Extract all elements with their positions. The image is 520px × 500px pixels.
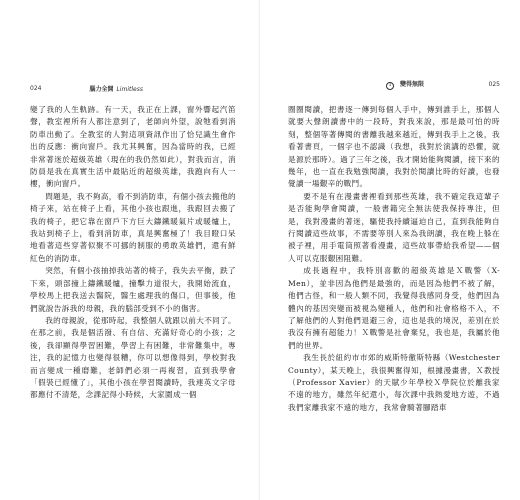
left-paragraph: 我的母親說，從那時起，我整個人就跟以前大不同了。在那之前，我是個活潑、有自信、充滿好奇心的小孩；之後，我卻顯得學習困難，學習上有困難，非常難集中，專注，我的記憶力也變得很糟，你可以想像得到，學校對我而言變成一種磨難，老師們必須一再複習，直到我學會「假裝已經懂了」，其他小孩在學習閱讀時，我連英文字母都應付不清楚，念課記得小時候，大家圍成一個 xyxy=(30,315,236,400)
left-body-text xyxy=(30,104,236,402)
right-paragraph: 要不是有在漫畫書裡看到那些英雄，我不確定我這輩子是否能夠學會閱讀，一般書籍完全無法使我保持專注，但是，我對漫畫的著迷，驅使我持續逼迫自己，直到我能夠自行閱讀這些故事，不需要等別人來為我朗讀，我在晚上躲在被子裡，用手電筒照著看漫畫，這些故事帶給我希望——個人可以克服艱困阻難。 xyxy=(288,191,500,263)
book-title-zh: 腦力全開 xyxy=(89,86,114,93)
left-paragraph: 問題是，我不夠高，看不到消防車，有個小孩去搬他的椅子來，站在椅子上看，其他小孩也跟進，我跟回去搬了我的椅子，把它靠在窗戶下方巨大鑄鐵暖氣片或暖爐上，我站到椅子上，看到消防車，真是興奮極了！我目瞪口呆地看著這些穿著似聚不可挪的制服的勇敢英雄們，還有鮮紅色的消防車。 xyxy=(30,191,236,263)
chapter-title: 變得無限 xyxy=(400,80,425,88)
left-running-header xyxy=(30,84,234,93)
chapter-number-badge: 1 xyxy=(386,82,394,90)
right-page-number: 025 xyxy=(488,80,500,88)
left-paragraph: 突然，有個小孩抽掉我站著的椅子，我失去平衡，跌了下來，頭部撞上鑄鐵暖爐，撞擊力道很大，我開始流血，學校馬上把我送去醫院，醫生處理我的傷口，但事後，他們就說告訴我的母親，我的腦部受到不小的傷害。 xyxy=(30,266,236,313)
right-page xyxy=(260,0,520,500)
left-paragraph: 變了我的人生軌跡。有一天，我正在上課，窗外響起汽笛聲，教室裡所有人都注意到了，老師向外望，說牠看到消防車出動了。全教室的人對這項資訊作出了恰兒識生會作出的反應：衝向窗戶。我尤其興奮，因為當時的我，已經非常著迷於超級英雄（現在的我仍然如此），對我而言，消防員是我在真實生活中最貼近的超級英雄，我跑向有人一樓，衝向窗戶。 xyxy=(30,105,236,189)
right-body-text xyxy=(288,104,500,414)
book-title-en: Limitless xyxy=(116,86,143,93)
book-title xyxy=(89,84,143,93)
left-page-number: 024 xyxy=(30,85,42,92)
chapter-heading xyxy=(386,79,424,90)
right-paragraph: 我生長於紐約市市郊的威斯特徹斯特縣（Westchester County），某天晚上，我很興奮得知，根據漫畫書，Ｘ教授（Professor Xavier）的天賦少年學校Ｘ學院位於離我家不遠的地方，雖然年紀還小，每次課中我熱愛地方遊，不過我們家離我家不遠的地方，我常會騎著腳踏車 xyxy=(288,353,500,412)
right-paragraph: 成長過程中，我特別喜歡的超級英雄是Ｘ戰警（X-Men），並非因為他們是最強的，而是因為他們不被了解，他們古怪，和一般人類不同，我覺得我感同身受，他們因為體內的基因突變而被視為變種人，他們和社會格格不入，不了解他們的人對他們退避三舍，這也是我的境況，差別在於我沒有擁有超能力！Ｘ戰警是社會棄兒，我也是，我屬於他們的世界。 xyxy=(288,266,500,350)
right-paragraph: 圈圈閱讀，把書逐一傳到每個人手中，傳到誰手上，那個人就要大聲朗讀書中的一段時，對我來說，那是最可怕的時刻，整個等著傳閱的書離我越來越近，傳到我手上之後，我看著書頁，一個字也不認識（我想，我對於演講的恐懼，就是源於那時）。過了三年之後，我才開始能夠閱讀，接下來的幾年，也一直在我勉強閱讀，我對於閱讀比時的好讀，也發覺讀一場艱辛的戰鬥。 xyxy=(288,105,500,189)
